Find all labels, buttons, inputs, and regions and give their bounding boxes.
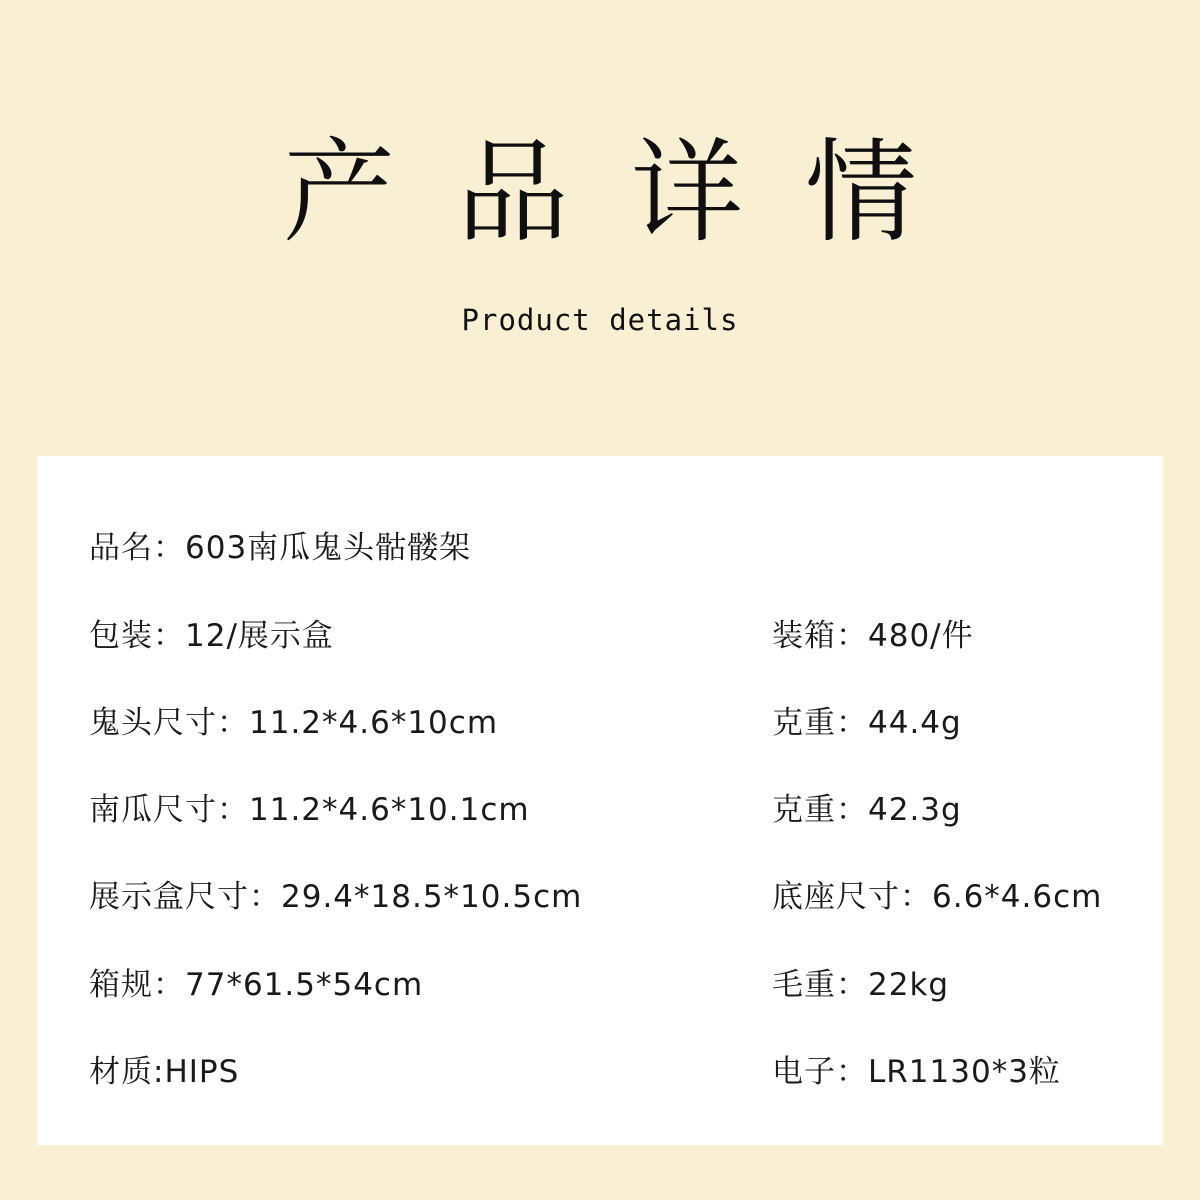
spec-product-name: 品名：603南瓜鬼头骷髅架 [89,530,472,566]
spec-packaging: 包装：12/展示盒 [89,618,334,654]
spec-display-box-size: 展示盒尺寸：29.4*18.5*10.5cm [89,879,583,915]
spec-skull-size: 鬼头尺寸：11.2*4.6*10cm [89,705,499,741]
spec-electronics: 电子：LR1130*3粒 [772,1054,1061,1090]
spec-carton-size: 箱规：77*61.5*54cm [89,967,424,1003]
spec-card [37,456,1163,1145]
spec-skull-weight: 克重：44.4g [772,705,962,741]
page-subtitle: Product details [461,303,739,337]
page-title: 产品详情 [283,128,979,258]
spec-material: 材质:HIPS [89,1054,240,1090]
spec-carton: 装箱：480/件 [772,618,974,654]
spec-base-size: 底座尺寸：6.6*4.6cm [772,879,1103,915]
spec-gross-weight: 毛重：22kg [772,967,950,1003]
spec-pumpkin-weight: 克重：42.3g [772,792,962,828]
spec-pumpkin-size: 南瓜尺寸：11.2*4.6*10.1cm [89,792,530,828]
